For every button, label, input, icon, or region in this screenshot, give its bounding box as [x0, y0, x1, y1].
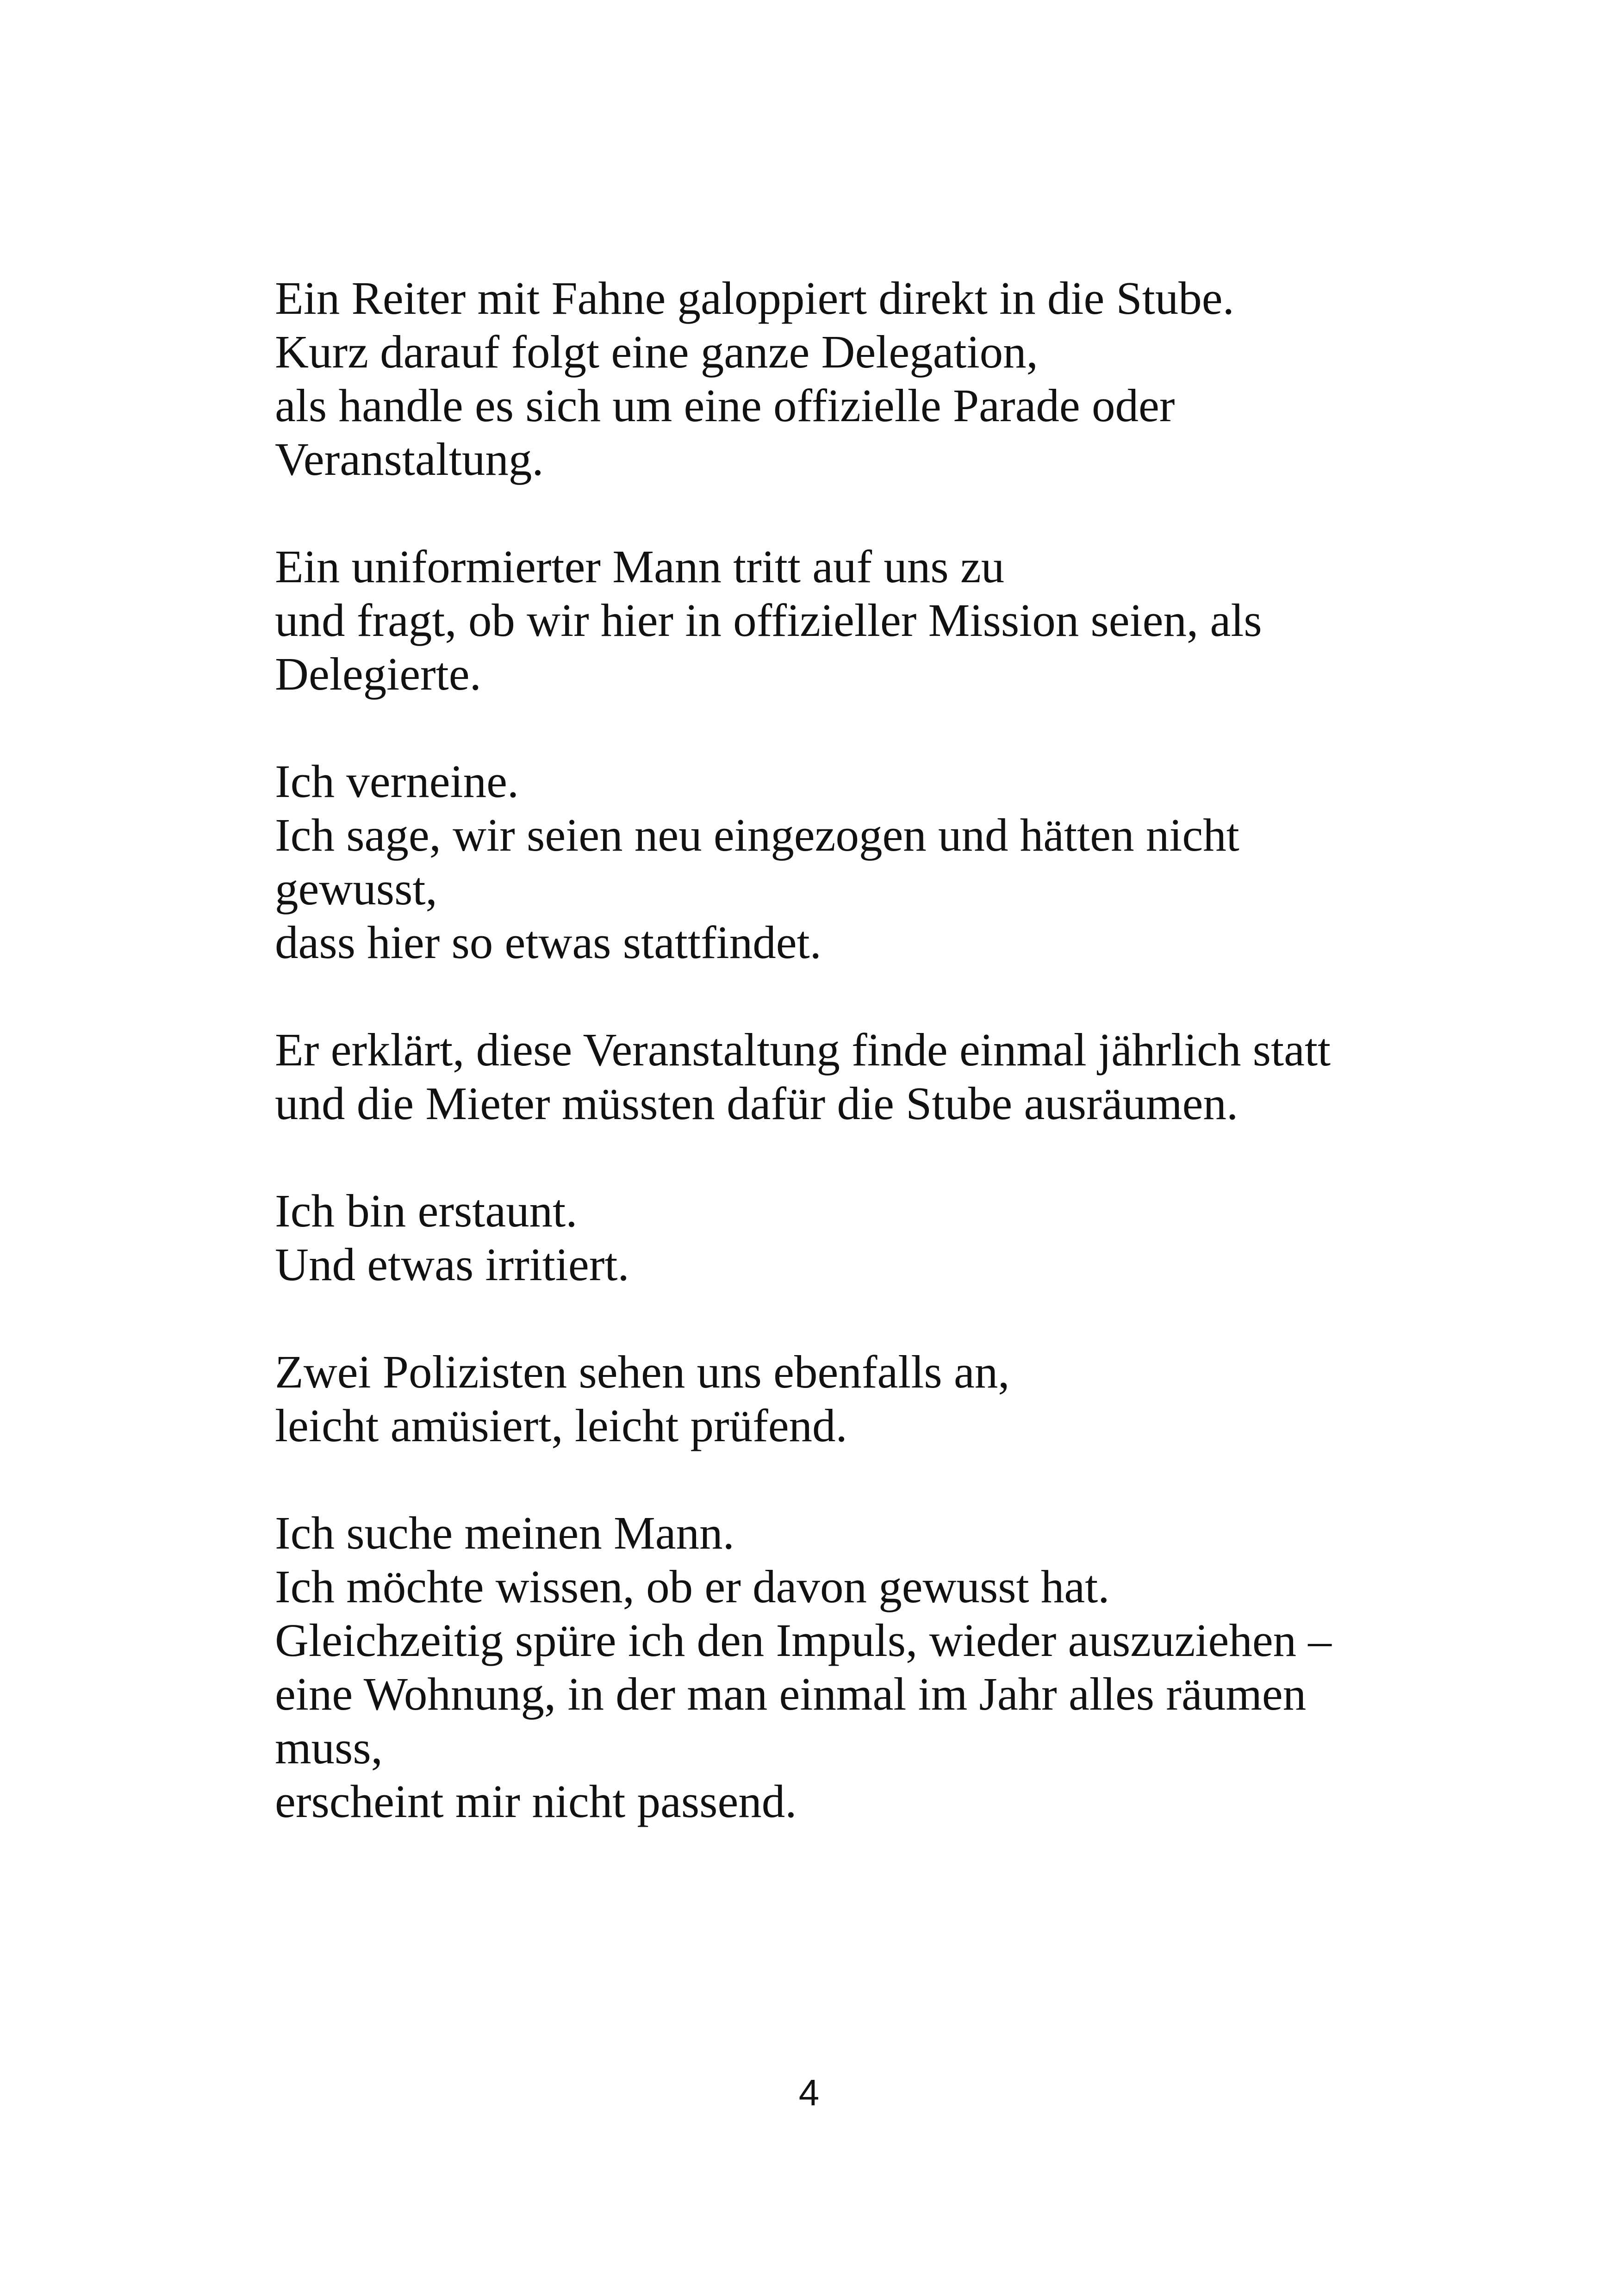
stanza-line: und die Mieter müssten dafür die Stube ausräumen.	[275, 1077, 1238, 1129]
stanza-line: Ich sage, wir seien neu eingezogen und hätten nicht	[275, 809, 1239, 861]
stanza-line: Delegierte.	[275, 648, 481, 700]
stanza-2	[275, 540, 1548, 701]
stanza-7	[275, 1506, 1548, 1828]
stanza-3	[275, 754, 1548, 969]
stanza-line: erscheint mir nicht passend.	[275, 1775, 797, 1827]
stanza-line: Ein Reiter mit Fahne galoppiert direkt in die Stube.	[275, 272, 1234, 324]
stanza-line: Ich verneine.	[275, 755, 519, 807]
poem-body	[275, 271, 1548, 1828]
stanza-line: und fragt, ob wir hier in offizieller Mission seien, als	[275, 594, 1262, 646]
stanza-line: dass hier so etwas stattfindet.	[275, 916, 821, 968]
stanza-line: Gleichzeitig spüre ich den Impuls, wieder auszuziehen –	[275, 1614, 1332, 1666]
stanza-line: gewusst,	[275, 863, 437, 915]
stanza-line: Kurz darauf folgt eine ganze Delegation,	[275, 326, 1038, 378]
stanza-line: Veranstaltung.	[275, 433, 544, 485]
stanza-6	[275, 1345, 1548, 1452]
stanza-line: Er erklärt, diese Veranstaltung finde einmal jährlich statt	[275, 1024, 1331, 1076]
stanza-4	[275, 1023, 1548, 1130]
stanza-line: Ich bin erstaunt.	[275, 1185, 578, 1237]
stanza-line: leicht amüsiert, leicht prüfend.	[275, 1400, 847, 1451]
stanza-line: eine Wohnung, in der man einmal im Jahr alles räumen	[275, 1668, 1307, 1720]
stanza-line: Zwei Polizisten sehen uns ebenfalls an,	[275, 1346, 1010, 1398]
stanza-line: als handle es sich um eine offizielle Parade oder	[275, 380, 1175, 431]
stanza-line: Und etwas irritiert.	[275, 1238, 629, 1290]
stanza-line: Ein uniformierter Mann tritt auf uns zu	[275, 541, 1005, 592]
stanza-line: Ich suche meinen Mann.	[275, 1507, 734, 1559]
stanza-5	[275, 1184, 1548, 1291]
stanza-line: Ich möchte wissen, ob er davon gewusst hat.	[275, 1561, 1110, 1612]
page-number: 4	[798, 2072, 820, 2113]
stanza-line: muss,	[275, 1722, 383, 1773]
stanza-1	[275, 271, 1548, 486]
